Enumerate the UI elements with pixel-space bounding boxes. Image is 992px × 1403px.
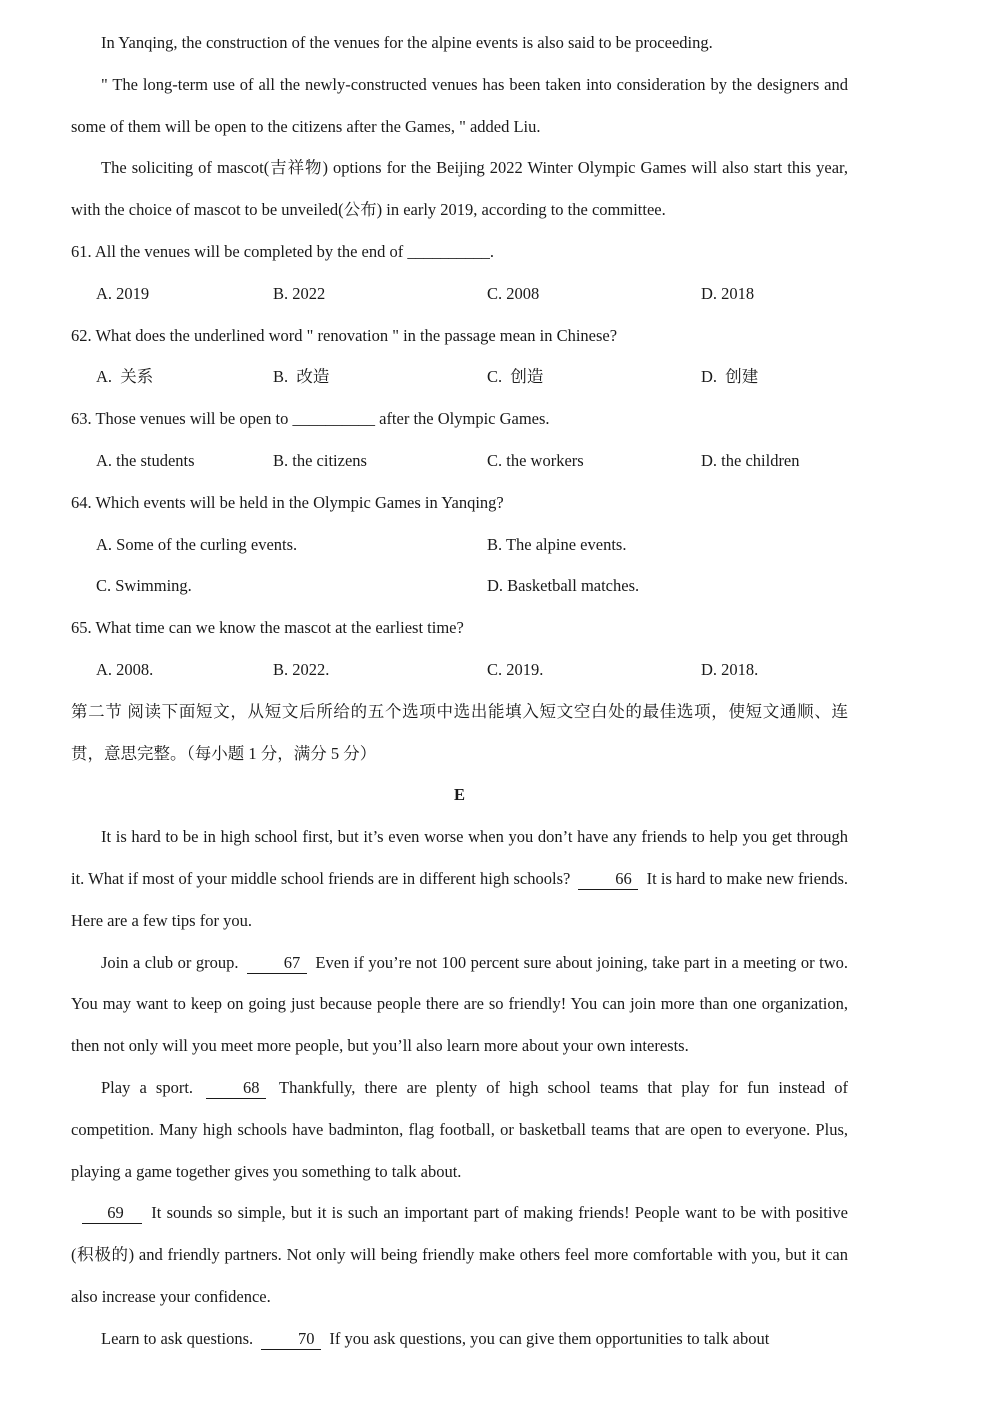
option-63-b: B. the citizens [273,450,367,470]
question-64-text: 64. Which events will be held in the Olympic Games in Yanqing? [71,492,504,512]
option-61-b: B. 2022 [273,283,326,303]
option-62-b: B. 改造 [273,367,330,387]
option-61-a: A. 2019 [96,283,150,303]
intro-paragraph-3: The soliciting of mascot(吉祥物) options for the Beijing 2022 Winter Olympic Games will also start this year, with the choice of mascot to be unveiled(公布) in early 2019, according to the committee. [71,158,848,220]
question-63-text: 63. Those venues will be open to __________ after the Olympic Games. [71,409,550,429]
question-65-options [71,649,848,691]
option-62-c: C. 创造 [487,367,544,387]
question-63-options [71,440,848,482]
option-65-d: D. 2018. [701,659,759,679]
option-64-d: D. Basketball matches. [487,576,640,596]
passage-title: E [453,785,465,805]
cloze-blank-66: 66 [578,869,638,890]
intro-paragraph-1: In Yanqing, the construction of the venues for the alpine events is also said to be proceeding. [101,33,713,52]
passage-paragraph-2: Join a club or group. 67 Even if you’re not 100 percent sure about joining, take part in a meeting or two. You may want to keep on going just because people there are so friendly! You can join more than one organization, then not only will you meet more people, but you’ll also learn more about your own interests. [71,952,848,1056]
option-65-a: A. 2008. [96,659,154,679]
intro-paragraph-2: " The long-term use of all the newly-constructed venues has been taken into consideration by the designers and some of them will be open to the citizens after the Games, " added Liu. [71,74,848,136]
cloze-blank-67: 67 [247,953,307,974]
option-64-a: A. Some of the curling events. [96,534,298,554]
option-63-a: A. the students [96,450,195,470]
question-61-text: 61. All the venues will be completed by the end of __________. [71,241,494,261]
passage-paragraph-5: Learn to ask questions. 70 If you ask questions, you can give them opportunities to talk about [101,1328,770,1348]
option-61-d: D. 2018 [701,283,755,303]
option-61-c: C. 2008 [487,283,540,303]
question-64-options-row2 [71,565,848,607]
cloze-blank-68: 68 [206,1078,266,1099]
question-64-options-row1 [71,524,848,566]
section2-instructions: 第二节 阅读下面短文，从短文后所给的五个选项中选出能填入短文空白处的最佳选项，使短文通顺、连贯，意思完整。（每小题 1 分，满分 5 分） [71,701,848,763]
cloze-blank-69: 69 [82,1203,142,1224]
question-65-text: 65. What time can we know the mascot at the earliest time? [71,618,464,638]
question-62-text: 62. What does the underlined word " renovation " in the passage mean in Chinese? [71,325,618,345]
question-62-options [71,356,848,398]
cloze-blank-70: 70 [261,1329,321,1350]
option-63-d: D. the children [701,450,800,470]
option-65-b: B. 2022. [273,659,330,679]
passage-paragraph-4: 69 It sounds so simple, but it is such an important part of making friends! People want to be with positive (积极的) and friendly partners. Not only will being friendly make others feel more comfortable with you, but it can also increase your confidence. [71,1203,848,1306]
passage-paragraph-1: It is hard to be in high school first, but it’s even worse when you don’t have any friends to help you get through it. What if most of your middle school friends are in different high schools? 66 It is hard to make new friends. Here are a few tips for you. [71,827,848,930]
questions-section [71,231,848,691]
passage-paragraph-3: Play a sport. 68 Thankfully, there are plenty of high school teams that play for fun instead of competition. Many high schools have badminton, flag football, or basketball teams that are open to everyone. Plus, playing a game together gives you something to talk about. [71,1077,848,1181]
option-64-c: C. Swimming. [96,576,192,596]
option-62-d: D. 创建 [701,367,759,387]
option-65-c: C. 2019. [487,659,544,679]
option-64-b: B. The alpine events. [487,534,627,554]
option-63-c: C. the workers [487,450,584,470]
option-62-a: A. 关系 [96,367,154,387]
passage-paragraphs [71,816,848,1359]
question-61-options [71,273,848,315]
intro-paragraphs [71,22,848,231]
